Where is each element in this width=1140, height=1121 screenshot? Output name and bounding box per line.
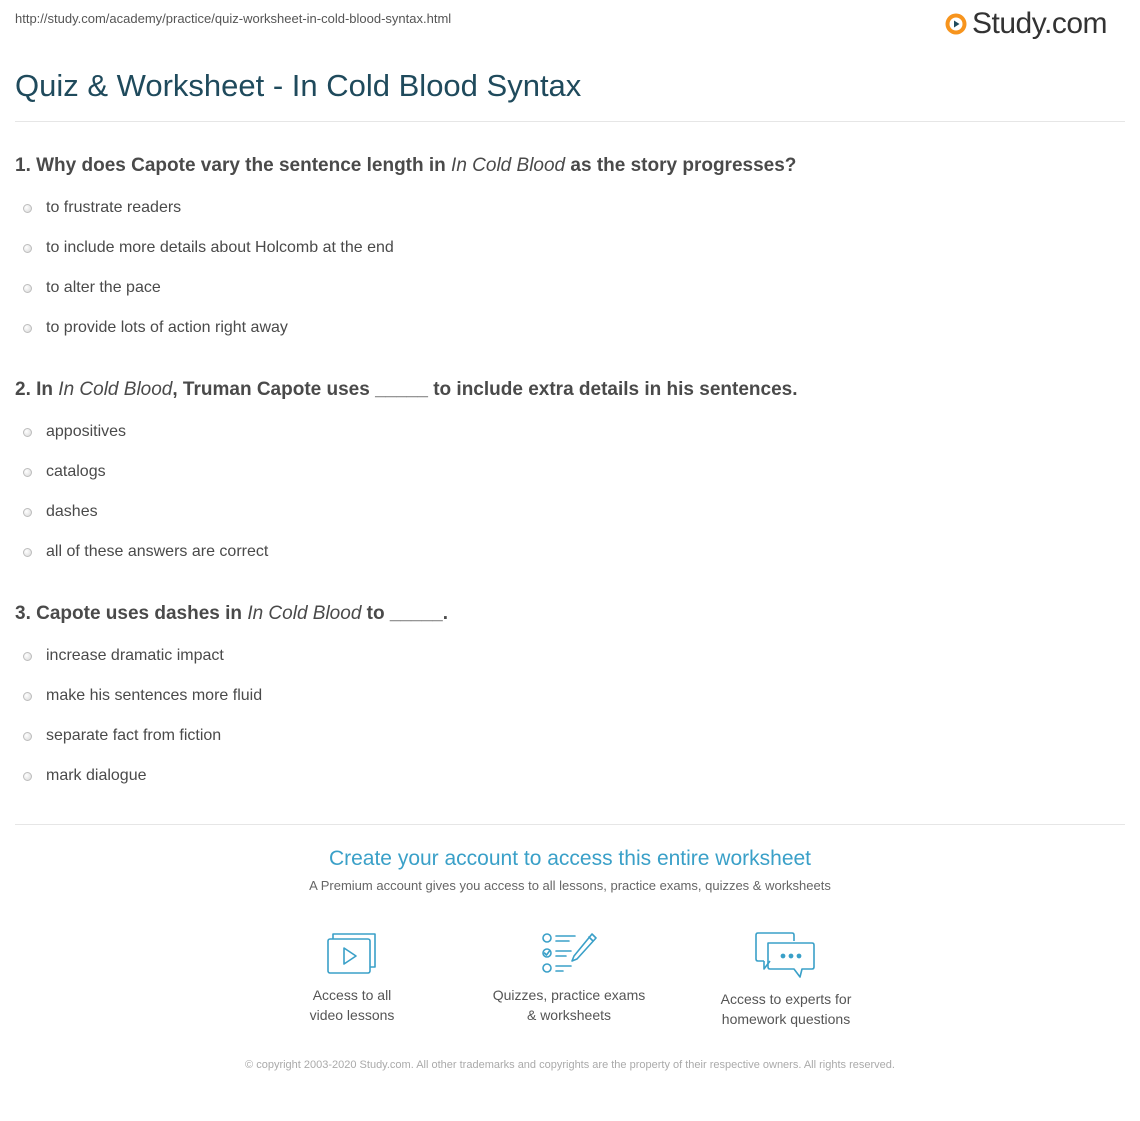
- answer-option[interactable]: [23, 422, 126, 442]
- radio-icon[interactable]: [23, 508, 32, 517]
- answer-label: increase dramatic impact: [46, 647, 224, 664]
- answer-label: all of these answers are correct: [46, 543, 269, 560]
- question-text: as the story progresses?: [565, 155, 797, 176]
- answer-label: dashes: [46, 503, 98, 520]
- feature-label: Quizzes, practice exams & worksheets: [492, 987, 646, 1023]
- book-title: In Cold Blood: [247, 603, 362, 624]
- question-2: [15, 379, 798, 401]
- video-lesson-icon: [326, 931, 378, 975]
- question-1: [15, 155, 796, 177]
- radio-icon[interactable]: [23, 284, 32, 293]
- question-text: 3. Capote uses dashes in: [15, 603, 248, 624]
- answer-option[interactable]: [23, 766, 147, 786]
- book-title: In Cold Blood: [58, 379, 173, 400]
- book-title: In Cold Blood: [451, 155, 566, 176]
- logo-text: Study.com: [972, 7, 1107, 40]
- radio-icon[interactable]: [23, 732, 32, 741]
- answer-option[interactable]: [23, 502, 98, 522]
- chat-bubbles-icon: [754, 931, 818, 979]
- answer-label: mark dialogue: [46, 767, 147, 784]
- answer-option[interactable]: [23, 318, 288, 338]
- page-url: http://study.com/academy/practice/quiz-worksheet-in-cold-blood-syntax.html: [15, 11, 452, 26]
- quiz-checklist-icon: [541, 931, 597, 975]
- radio-icon[interactable]: [23, 548, 32, 557]
- feature-label: Access to experts for homework questions: [720, 991, 852, 1027]
- feature-label: Access to all video lessons: [309, 987, 395, 1023]
- answer-label: to frustrate readers: [46, 199, 182, 216]
- answer-label: to alter the pace: [46, 279, 161, 296]
- study-logo[interactable]: [944, 6, 1107, 42]
- radio-icon[interactable]: [23, 772, 32, 781]
- answer-option[interactable]: [23, 462, 106, 482]
- radio-icon[interactable]: [23, 244, 32, 253]
- answer-label: to include more details about Holcomb at the end: [46, 239, 394, 256]
- question-3: [15, 603, 448, 625]
- answer-option[interactable]: [23, 686, 262, 706]
- question-text: , Truman Capote uses _____ to include extra details in his sentences.: [172, 379, 798, 400]
- radio-icon[interactable]: [23, 204, 32, 213]
- radio-icon[interactable]: [23, 692, 32, 701]
- answer-option[interactable]: [23, 198, 181, 218]
- feature-quizzes: [469, 931, 669, 1025]
- copyright-notice: © copyright 2003-2020 Study.com. All other trademarks and copyrights are the property of their respective owners. All rights reserved.: [245, 1059, 895, 1071]
- radio-icon[interactable]: [23, 428, 32, 437]
- section-divider: [15, 824, 1125, 825]
- answer-option[interactable]: [23, 542, 268, 562]
- title-divider: [15, 121, 1125, 122]
- answer-label: make his sentences more fluid: [46, 687, 263, 704]
- answer-label: catalogs: [46, 463, 106, 480]
- answer-option[interactable]: [23, 646, 224, 666]
- premium-description: A Premium account gives you access to all lessons, practice exams, quizzes & worksheets: [309, 878, 831, 893]
- radio-icon[interactable]: [23, 468, 32, 477]
- feature-video-lessons: [252, 931, 452, 1025]
- answer-label: to provide lots of action right away: [46, 319, 288, 336]
- answer-label: separate fact from fiction: [46, 727, 222, 744]
- feature-experts: [686, 931, 886, 1029]
- answer-option[interactable]: [23, 726, 221, 746]
- play-circle-icon: [944, 12, 968, 36]
- create-account-link[interactable]: Create your account to access this entire worksheet: [328, 847, 812, 870]
- answer-option[interactable]: [23, 238, 394, 258]
- page-title: Quiz & Worksheet - In Cold Blood Syntax: [15, 68, 582, 103]
- question-text: 2. In: [15, 379, 59, 400]
- radio-icon[interactable]: [23, 652, 32, 661]
- question-text: to _____.: [361, 603, 448, 624]
- answer-label: appositives: [46, 423, 127, 440]
- answer-option[interactable]: [23, 278, 161, 298]
- radio-icon[interactable]: [23, 324, 32, 333]
- question-text: 1. Why does Capote vary the sentence length in: [15, 155, 452, 176]
